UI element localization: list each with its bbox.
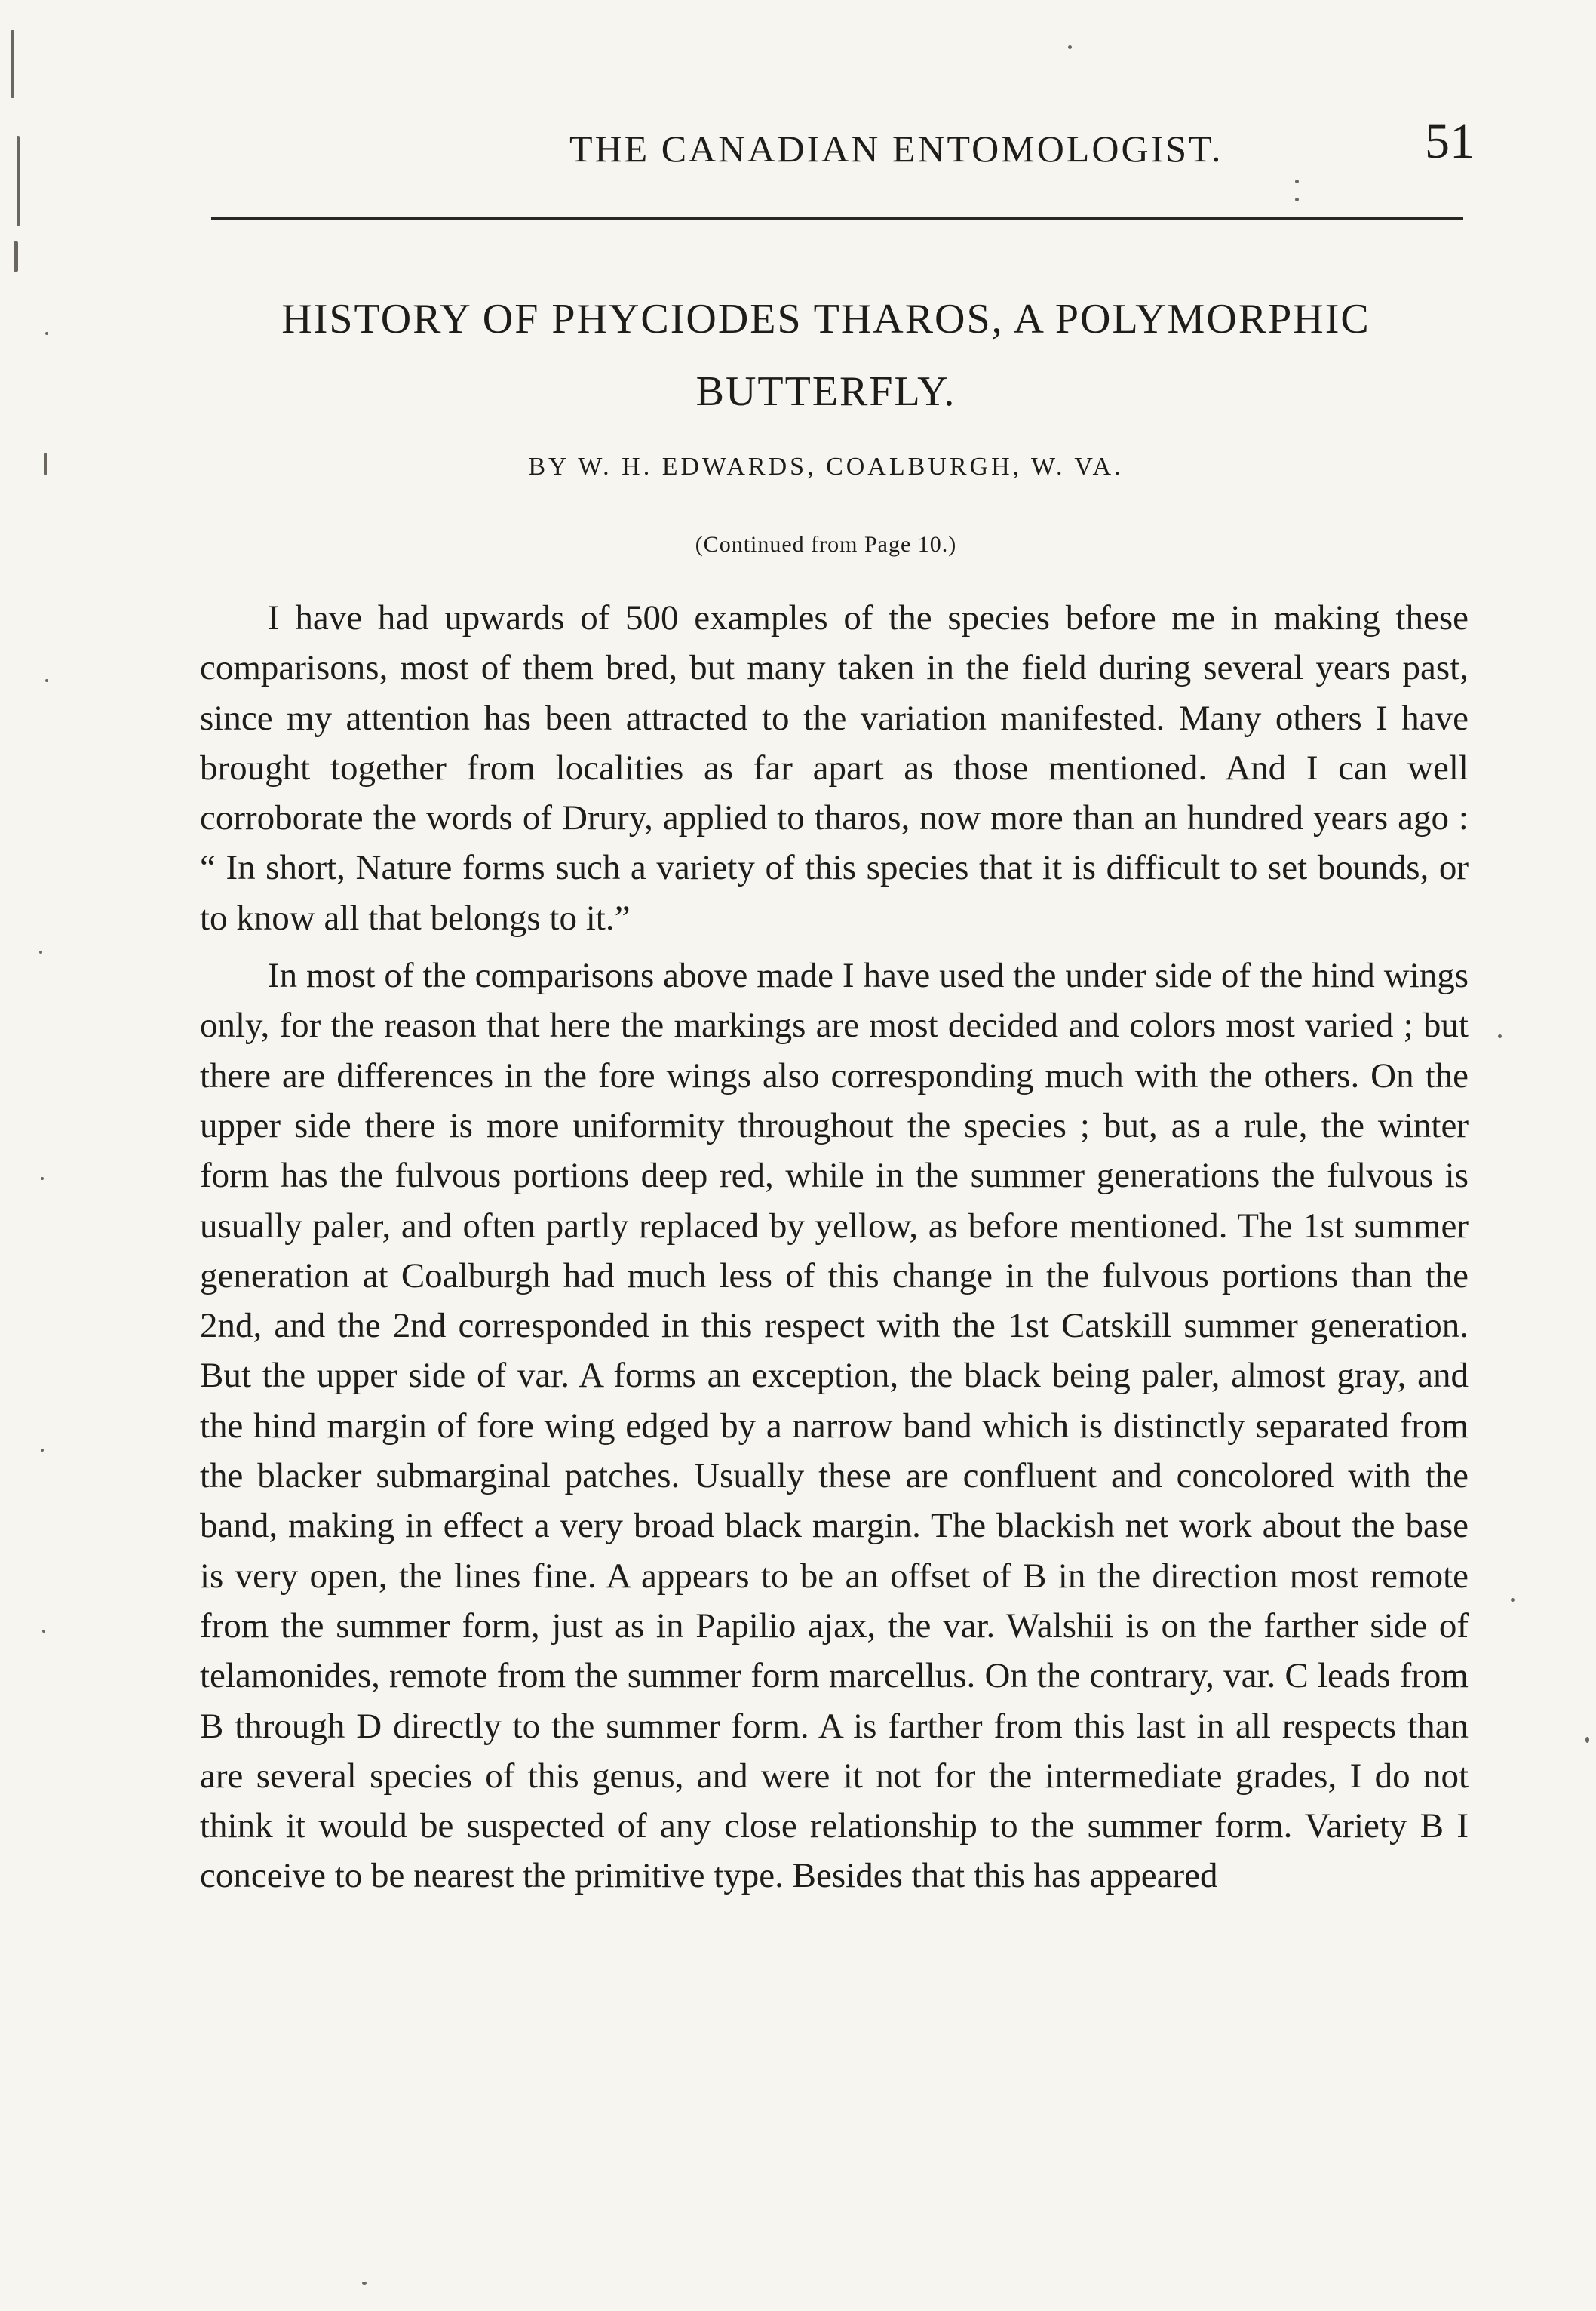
scan-speck (1498, 1034, 1502, 1038)
scan-speck (42, 1630, 45, 1633)
scan-speck (45, 679, 48, 682)
article-byline: BY W. H. EDWARDS, COALBURGH, W. VA. (528, 453, 1124, 481)
scan-speck (17, 136, 20, 226)
scan-speck (41, 1449, 44, 1452)
scan-speck (11, 30, 14, 98)
scan-speck (45, 332, 48, 335)
scan-speck (1295, 198, 1299, 201)
scan-speck (44, 453, 47, 475)
running-header (207, 113, 1475, 181)
article-body (200, 593, 1469, 1901)
scan-speck (1585, 1737, 1589, 1743)
scan-speck (1068, 45, 1072, 49)
running-title: THE CANADIAN ENTOMOLOGIST. (569, 128, 1223, 170)
scan-speck (39, 951, 42, 954)
header-rule (211, 217, 1463, 220)
scan-speck (14, 241, 18, 272)
scan-speck (1295, 180, 1299, 183)
continued-note: (Continued from Page 10.) (695, 532, 957, 557)
page-number: 51 (1425, 114, 1475, 169)
scan-edge-marks (0, 0, 68, 2311)
paragraph-1: I have had upwards of 500 examples of the species before me in making these comparisons, most of them bred, but many taken in the field during several years past, since my attention has been attracted to the variation manifested. Many others I have brought together from localities as far apart as those mentioned. And I can well corroborate the words of Drury, applied to tharos, now more than an hundred years ago : “ In short, Nature forms such a variety of this species that it is difficult to set bounds, or to know all that belongs to it.” (200, 598, 1469, 938)
scan-speck (41, 1177, 44, 1180)
scan-speck (1511, 1598, 1515, 1602)
article-title: HISTORY OF PHYCIODES THAROS, A POLYMORPHIC BUTTERFLY. (281, 296, 1370, 415)
paragraph-2: In most of the comparisons above made I have used the under side of the hind wings only, for the reason that here the markings are most decided and colors most varied ; but there are differences in the fore wings also corresponding much with the others. On the upper side there is more uniformity throughout the species ; but, as a rule, the winter form has the fulvous portions deep red, while in the summer generations the fulvous is usually paler, and often partly replaced by yellow, as before mentioned. The 1st summer generation at Coalburgh had much less of this change in the fulvous portions than the 2nd, and the 2nd corresponded in this respect with the 1st Catskill summer generation. But the upper side of var. A forms an exception, the black being paler, almost gray, and the hind margin of fore wing edged by a narrow band which is distinctly separated from the blacker submarginal patches. Usually these are confluent and concolored with the band, making in effect a very broad black margin. The blackish net work about the base is very open, the lines fine. A appears to be an offset of B in the direction most remote from the summer form, just as in Papilio ajax, the var. Walshii is on the farther side of telamonides, remote from the summer form marcellus. On the contrary, var. C leads from B through D directly to the summer form. A is farther from this last in all respects than are several species of this genus, and were it not for the intermediate grades, I do not think it would be suspected of any close relationship to the summer form. Variety B I conceive to be nearest the primitive type. Besides that this has appeared (200, 956, 1469, 1896)
scan-speck (362, 2282, 367, 2285)
